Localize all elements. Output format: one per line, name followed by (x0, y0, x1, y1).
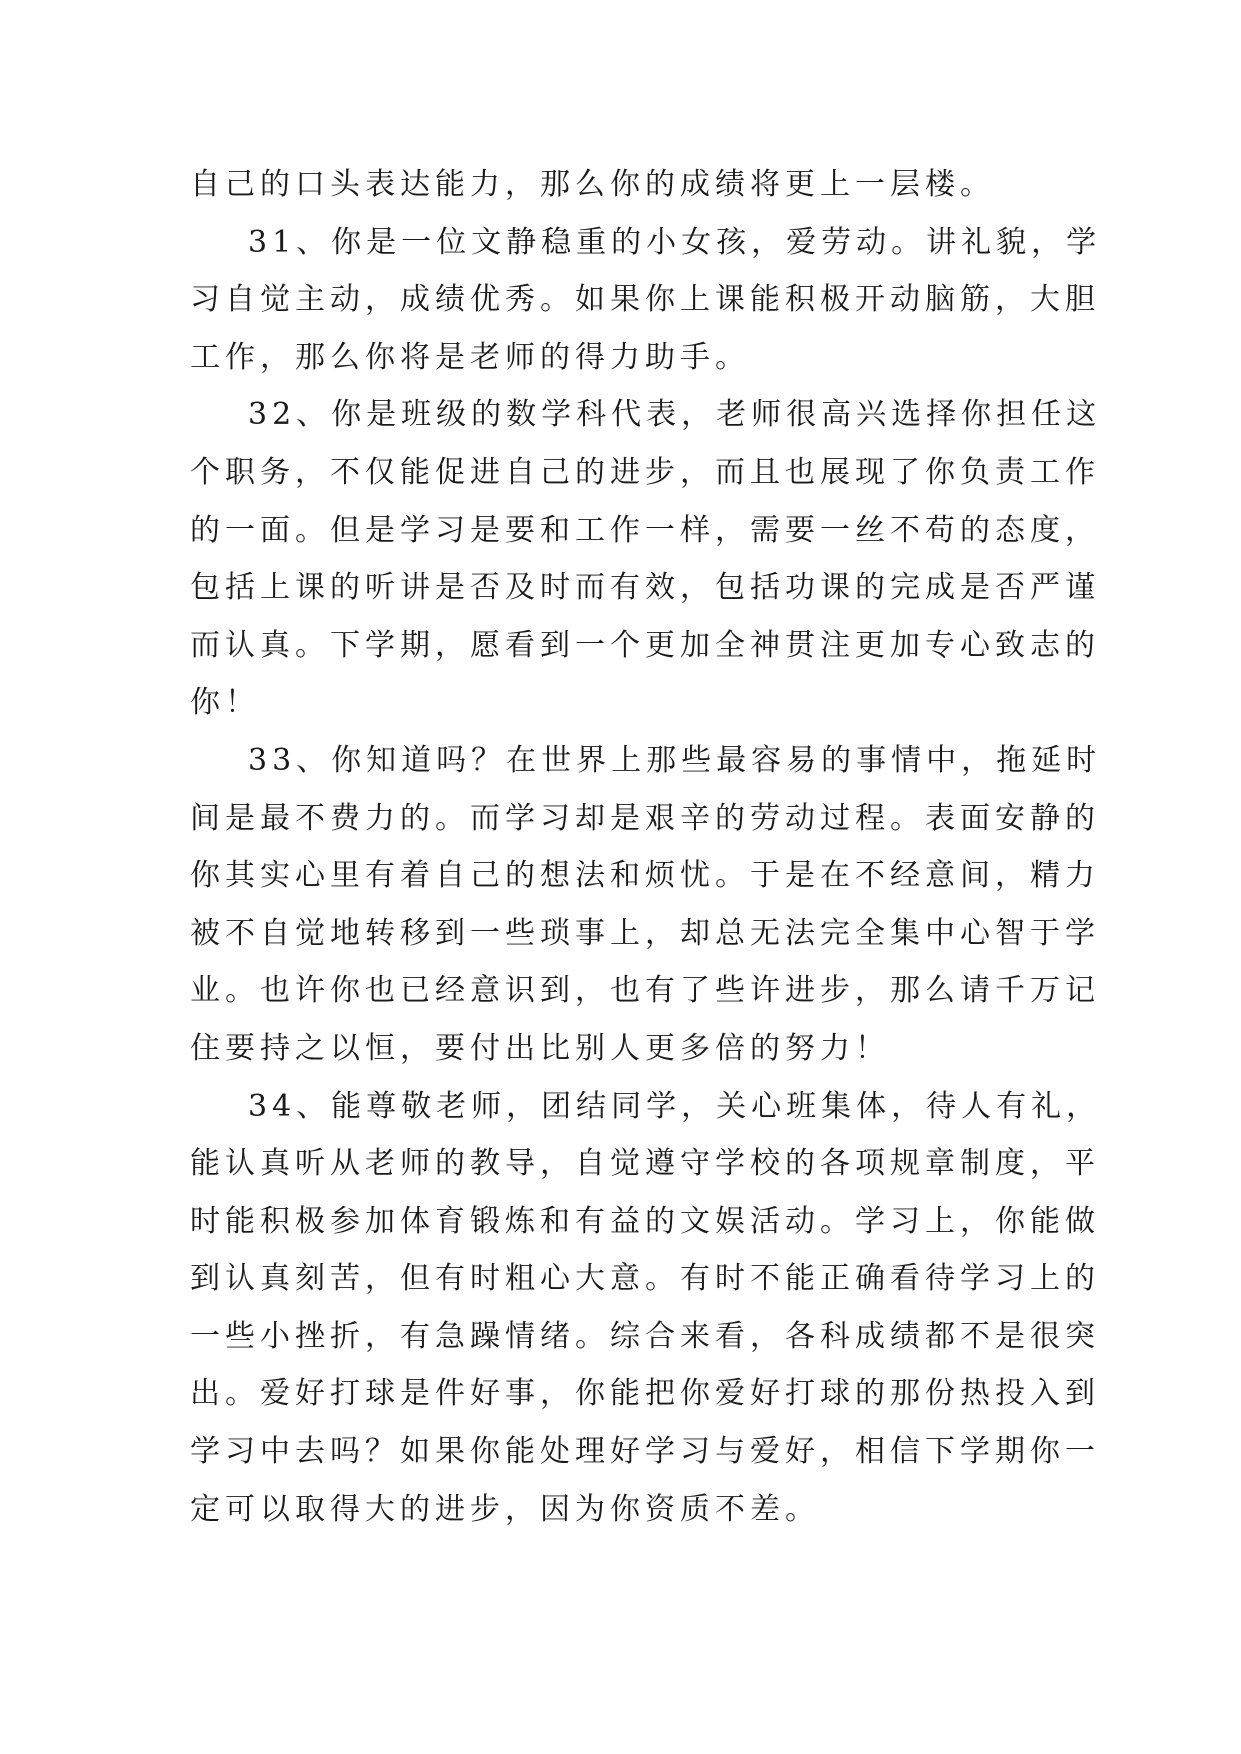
text-line: 包括上课的听讲是否及时而有效，包括功课的完成是否严谨 (190, 570, 1100, 606)
text-line: 学习中去吗？如果你能处理好学习与爱好，相信下学期你一 (190, 1434, 1100, 1470)
text-line: 到认真刻苦，但有时粗心大意。有时不能正确看待学习上的 (190, 1261, 1100, 1297)
paragraph-33 (190, 732, 1102, 1078)
text-line: 间是最不费力的。而学习却是艰辛的劳动过程。表面安静的 (190, 800, 1100, 836)
text-line: 31、你是一位文静稳重的小女孩，爱劳动。讲礼貌，学 (248, 224, 1102, 260)
text-line: 住要持之以恒，要付出比别人更多倍的努力！ (190, 1030, 890, 1066)
text-line: 自己的口头表达能力，那么你的成绩将更上一层楼。 (190, 167, 995, 202)
paragraph-31 (190, 214, 1102, 387)
text-line: 的一面。但是学习是要和工作一样，需要一丝不苟的态度， (190, 512, 1100, 548)
paragraph-30-continued (190, 156, 1050, 214)
text-line: 出。爱好打球是件好事，你能把你爱好打球的那份热投入到 (190, 1376, 1100, 1412)
text-line: 33、你知道吗？在世界上那些最容易的事情中，拖延时 (248, 742, 1102, 778)
text-line: 业。也许你也已经意识到，也有了些许进步，那么请千万记 (190, 973, 1100, 1009)
text-line: 能认真听从老师的教导，自觉遵守学校的各项规章制度，平 (190, 1146, 1100, 1182)
text-line: 32、你是班级的数学科代表，老师很高兴选择你担任这 (248, 397, 1102, 433)
text-line: 时能积极参加体育锻炼和有益的文娱活动。学习上，你能做 (190, 1203, 1100, 1239)
text-line: 34、能尊敬老师，团结同学，关心班集体，待人有礼， (248, 1088, 1102, 1124)
text-line: 习自觉主动，成绩优秀。如果你上课能积极开动脑筋，大胆 (190, 282, 1100, 318)
text-line: 你其实心里有着自己的想法和烦忧。于是在不经意间，精力 (190, 858, 1100, 894)
text-line: 而认真。下学期，愿看到一个更加全神贯注更加专心致志的 (190, 627, 1100, 663)
text-line: 个职务，不仅能促进自己的进步，而且也展现了你负责工作 (190, 454, 1100, 490)
paragraph-32 (190, 386, 1102, 732)
text-line: 一些小挫折，有急躁情绪。综合来看，各科成绩都不是很突 (190, 1318, 1100, 1354)
paragraph-34 (190, 1078, 1102, 1539)
text-line: 工作，那么你将是老师的得力助手。 (190, 339, 750, 375)
text-line: 定可以取得大的进步，因为你资质不差。 (190, 1491, 820, 1527)
text-line: 被不自觉地转移到一些琐事上，却总无法完全集中心智于学 (190, 915, 1100, 951)
document-body (190, 156, 1102, 1538)
text-line: 你！ (190, 685, 260, 721)
